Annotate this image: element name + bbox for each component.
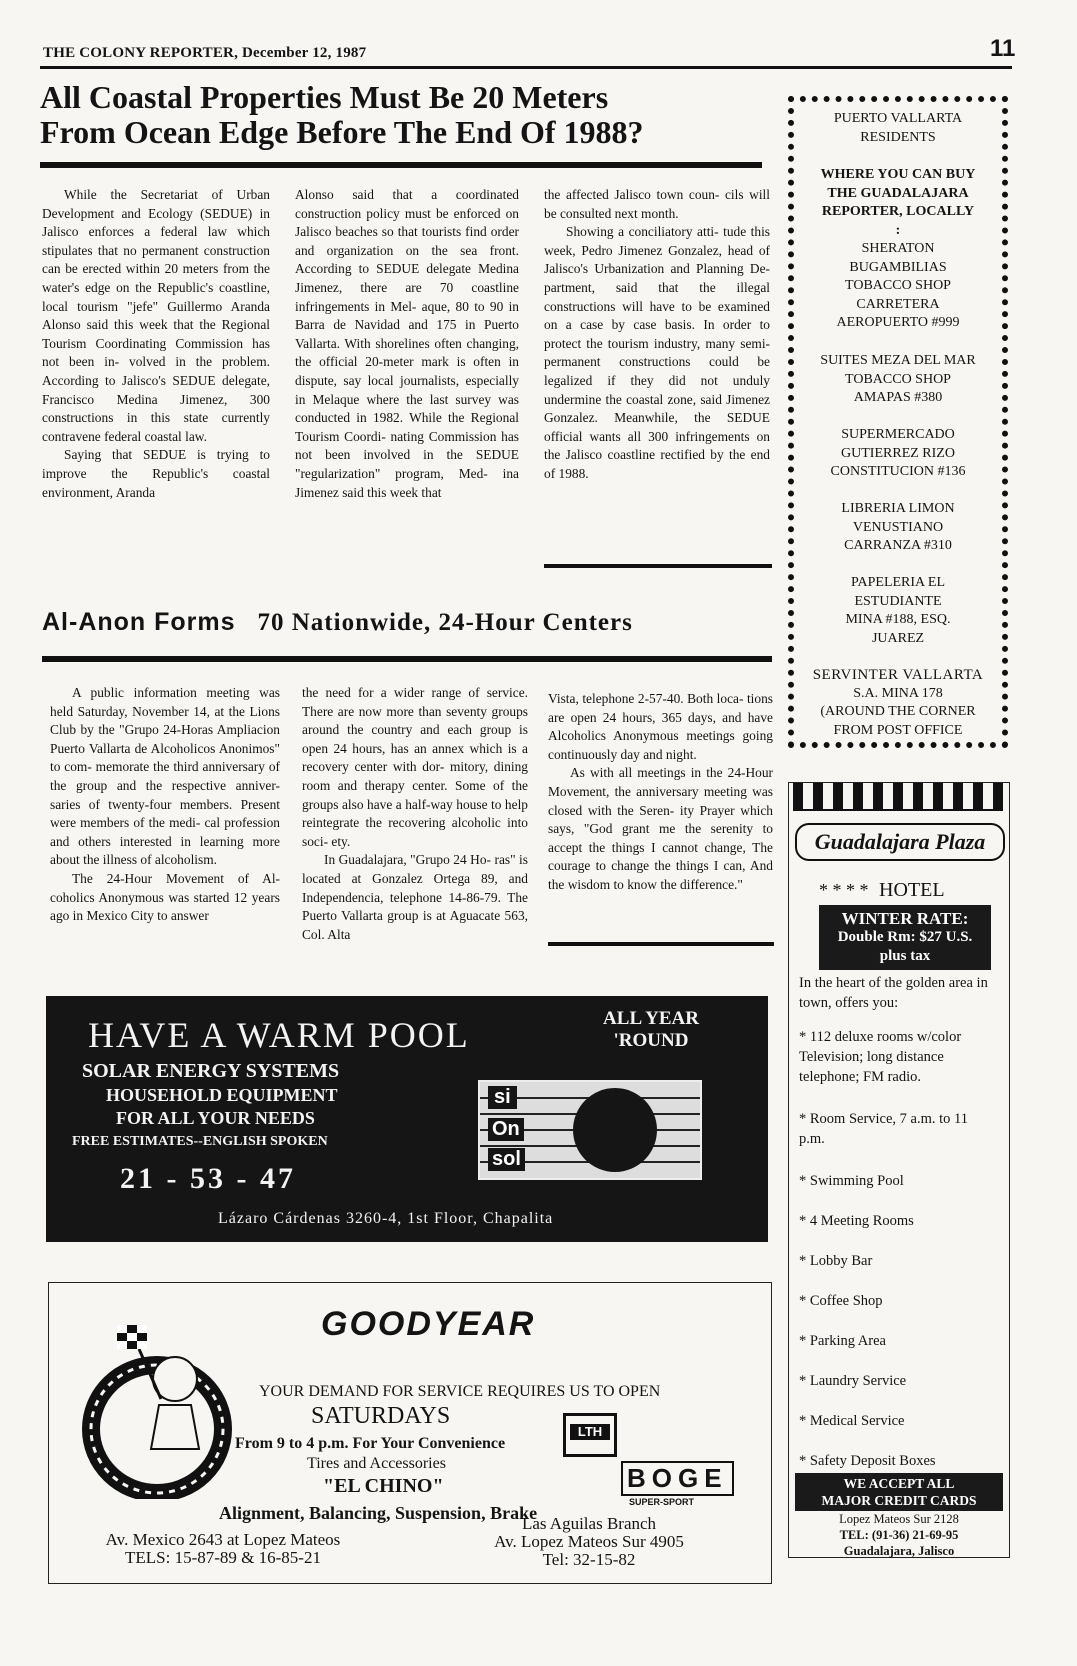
- goodyear-hours: From 9 to 4 p.m. For Your Convenience: [235, 1435, 506, 1452]
- page-number: 11: [990, 35, 1016, 62]
- hotel-stars: * * * * HOTEL: [819, 879, 945, 901]
- article2-col3: [548, 690, 773, 895]
- amenity: * Coffee Shop: [799, 1293, 883, 1309]
- headline-part2: 70 Nationwide, 24-Hour Centers: [257, 609, 633, 636]
- header-rule: [40, 66, 1012, 69]
- boge-super-sport: SUPER-SPORT: [629, 1497, 695, 1507]
- goodyear-tires: Tires and Accessories: [307, 1455, 446, 1472]
- paragraph: Vista, telephone 2-57-40. Both loca- tions are open 24 hours, 365 days, and have Alcoholics Anonymous meetings going continuously day and night.: [548, 691, 773, 762]
- retailer-papeleria: PAPELERIA EL ESTUDIANTE MINA #188, ESQ. JUAREZ: [845, 575, 951, 646]
- article2-col2: [302, 684, 528, 944]
- headline-part1: Al-Anon Forms: [42, 608, 236, 636]
- goodyear-demand: YOUR DEMAND FOR SERVICE REQUIRES US TO OPEN: [259, 1383, 661, 1400]
- article1-end-rule: [544, 564, 772, 568]
- pool-ad-address: Lázaro Cárdenas 3260-4, 1st Floor, Chapalita: [218, 1210, 554, 1227]
- headline-line1: All Coastal Properties Must Be 20 Meters: [40, 79, 609, 115]
- goodyear-logo: GOODYEAR: [321, 1305, 536, 1343]
- hotel-logo: Guadalajara Plaza: [795, 823, 1005, 861]
- article2-rule: [42, 656, 772, 662]
- battery-icon: LTH: [563, 1413, 617, 1457]
- hotel-intro: In the heart of the golden area in town, offers you:: [799, 975, 988, 1011]
- amenity: * Laundry Service: [799, 1373, 907, 1389]
- pool-ad-all-year: ALL YEAR 'ROUND: [603, 1008, 699, 1051]
- amenity: * 4 Meeting Rooms: [799, 1213, 914, 1229]
- amenity: * Room Service, 7 a.m. to 11 p.m.: [799, 1111, 969, 1147]
- solar-panel-logo: [478, 1080, 702, 1180]
- goodyear-services: Alignment, Balancing, Suspension, Brake: [219, 1503, 538, 1523]
- tire-mascot-icon: [79, 1319, 249, 1499]
- paragraph: A public information meeting was held Saturday, November 14, at the Lions Club by the "Grupo 24-Horas Ampliacion Puerto Vallarta de Alcoholicos Anonimos" to com- memorate the third anniversary of the group and the respective anniver- saries of twenty-four members. Present were members of the medi- cal profession and others interested in learning more about the illness of alcoholism.: [50, 685, 280, 868]
- sidebar-subtitle: WHERE YOU CAN BUY THE GUADALAJARA REPORTER, LOCALLY :: [820, 167, 976, 238]
- pool-ad-phone: 21 - 53 - 47: [120, 1162, 296, 1195]
- logo-sol: sol: [488, 1148, 525, 1171]
- amenity: * 112 deluxe rooms w/color Television; long distance telephone; FM radio.: [799, 1029, 962, 1085]
- amenity: * Medical Service: [799, 1413, 905, 1429]
- paragraph: The 24-Hour Movement of Al- coholics Anonymous was started 12 years ago in Mexico City to answer: [50, 870, 280, 924]
- paragraph: In Guadalajara, "Grupo 24 Ho- ras" is located at Gonzalez Ortega 89, and Independencia, telephone 14-86-79. The Puerto Vallarta group is at Aguacate 563, Col. Alta: [302, 852, 528, 942]
- article1-headline: [40, 80, 760, 150]
- hotel-contact: Lopez Mateos Sur 2128 TEL: (91-36) 21-69-95 Guadalajara, Jalisco: [839, 1512, 959, 1558]
- paragraph: the need for a wider range of service. There are now more than seventy groups around the country and each group is open 24 hours, has an annex which is a recovery center with dor- mitory, dining room and therapy center. Some of the groups also have a half-way house to help reintegrate the recovering alcoholic into soci- ety.: [302, 685, 528, 849]
- goodyear-address-branch: Las Aguilas Branch Av. Lopez Mateos Sur 4905 Tel: 32-15-82: [494, 1514, 684, 1569]
- article2-col1: [50, 684, 280, 926]
- amenity: * Lobby Bar: [799, 1253, 873, 1269]
- hotel-ad: [788, 782, 1010, 1558]
- paragraph: Showing a conciliatory atti- tude this week, Pedro Jimenez Gonzalez, head of Jalisco's Urbanization and Planning De- partment, said that the illegal constructions will have to be examined on a case by case basis. In order to protect the tourism industry, many semi- permanent constructions could be legalized if they did not unduly undermine the coastal zone, said Jimenez Gonzalez. Meanwhile, the SEDUE official wants all 300 infringements on the Jalisco coastline rectified by the end of 1988.: [544, 224, 770, 481]
- sidebar-title: PUERTO VALLARTA RESIDENTS: [833, 111, 963, 145]
- paragraph: Saying that SEDUE is trying to improve the Republic's coastal environment, Aranda: [42, 447, 270, 500]
- paragraph: Alonso said that a coordinated construction policy must be enforced on Jalisco beaches so that tourists find order and organization on the sea front. According to SEDUE delegate Medina Jimenez, there are 70 coastline infringements in Mel- aque, 80 to 90 in Barra de Navidad and 175 in Puerto Vallarta. With shorelines often changing, the official 20-meter mark is often in dispute, say local journalists, especially in Melaque where the last survey was conducted in 1982. While the Regional Tourism Coordi- nating Commission has not been involved in the SEDUE "regularization" program, Med- ina Jimenez said this week that: [295, 187, 519, 500]
- article2-headline: [42, 608, 772, 637]
- headline-line2: From Ocean Edge Before The End Of 1988?: [40, 114, 644, 150]
- article1-rule: [40, 162, 762, 168]
- masthead: THE COLONY REPORTER, December 12, 1987: [43, 45, 367, 61]
- paragraph: While the Secretariat of Urban Development and Ecology (SEDUE) in Jalisco enforces a federal law which stipulates that no permanent construction can be erected within 20 meters from the water's edge on the Republic's coastline, local tourism "jefe" Guillermo Aranda Alonso said this week that the Regional Tourism Coordinating Commission has not been in- volved in the problem. According to Jalisco's SEDUE delegate, Francisco Medina Jimenez, 300 constructions in this state currently contravene federal coastal law.: [42, 187, 270, 444]
- amenity: * Swimming Pool: [799, 1173, 904, 1189]
- article1-col2: [295, 186, 519, 502]
- flag-banner: [793, 783, 1003, 811]
- article1-col3: [544, 186, 770, 484]
- paragraph: As with all meetings in the 24-Hour Movement, the anniversary meeting was closed with the Seren- ity Prayer which says, "God grant me the serenity to accept the things I cannot change, The courage to change the things I can, And the wisdom to know the difference.": [548, 765, 773, 892]
- amenity: * Safety Deposit Boxes: [799, 1453, 936, 1469]
- pool-ad-lines: SOLAR ENERGY SYSTEMS HOUSEHOLD EQUIPMENT FOR ALL YOUR NEEDS: [82, 1060, 340, 1128]
- credit-cards-banner: WE ACCEPT ALL MAJOR CREDIT CARDS: [795, 1473, 1003, 1511]
- solar-pool-ad: [46, 996, 768, 1242]
- goodyear-ad: [48, 1282, 772, 1584]
- boge-logo: BOGE: [621, 1461, 734, 1496]
- pool-ad-estimates: FREE ESTIMATES--ENGLISH SPOKEN: [72, 1134, 328, 1149]
- retailer-suites-meza: SUITES MEZA DEL MAR TOBACCO SHOP AMAPAS #380: [820, 353, 976, 405]
- retailers-sidebar: [788, 96, 1008, 748]
- article2-end-rule: [548, 942, 774, 946]
- logo-on: On: [488, 1118, 524, 1141]
- tire-mascot-graphic: [79, 1319, 249, 1499]
- retailer-sheraton: SHERATON BUGAMBILIAS TOBACCO SHOP CARRETERA AEROPUERTO #999: [836, 241, 960, 330]
- article1-col1: [42, 186, 270, 502]
- goodyear-saturdays: SATURDAYS: [311, 1403, 451, 1429]
- logo-si: si: [488, 1086, 517, 1109]
- retailer-libreria: LIBRERIA LIMON VENUSTIANO CARRANZA #310: [841, 501, 955, 553]
- paragraph: the affected Jalisco town coun- cils will be consulted next month.: [544, 187, 770, 221]
- goodyear-el-chino: "EL CHINO": [323, 1475, 444, 1497]
- goodyear-address-main: Av. Mexico 2643 at Lopez Mateos TELS: 15-87-89 & 16-85-21: [105, 1530, 341, 1567]
- retailer-servinter: SERVINTER VALLARTA S.A. MINA 178 (AROUND THE CORNER FROM POST OFFICE: [812, 667, 984, 738]
- retailer-supermercado: SUPERMERCADO GUTIERREZ RIZO CONSTITUCION #136: [830, 427, 966, 479]
- winter-rate-box: WINTER RATE: Double Rm: $27 U.S. plus tax: [819, 905, 991, 970]
- pool-ad-headline: HAVE A WARM POOL: [88, 1015, 470, 1055]
- amenity: * Parking Area: [799, 1333, 886, 1349]
